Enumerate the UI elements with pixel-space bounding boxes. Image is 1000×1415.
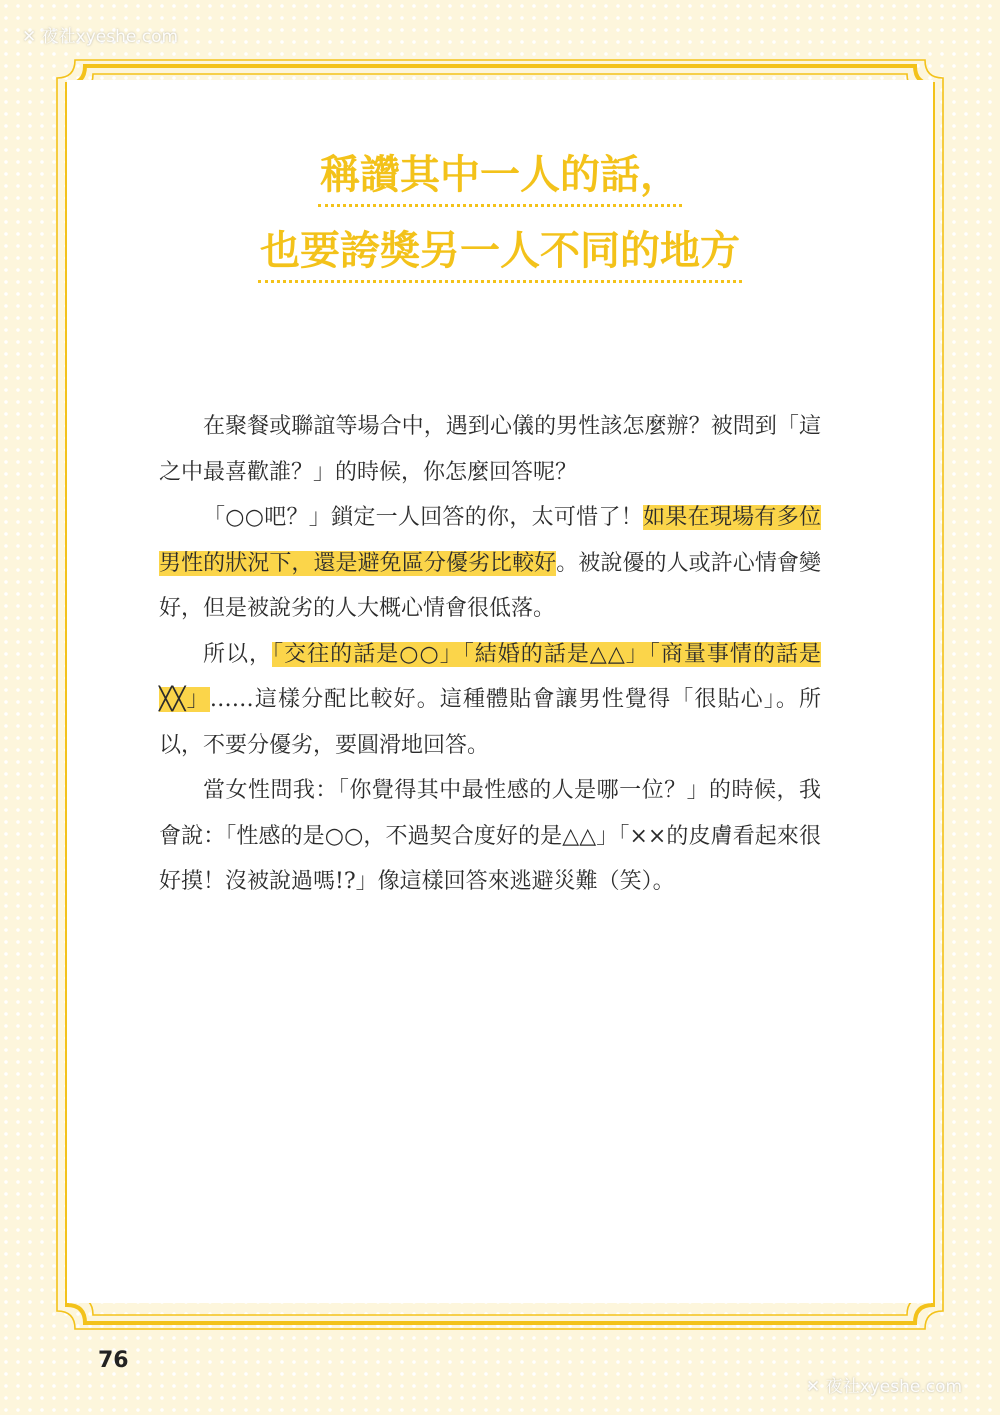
text-segment: 。被說優的人或許心情會變好，但是被說劣的人大概心情會很低落。 <box>159 550 821 621</box>
watermark-top <box>22 22 178 47</box>
title-line-2: 也要誇獎另一人不同的地方 <box>0 226 1000 283</box>
page-number: 76 <box>98 1348 129 1373</box>
title-line-1: 稱讚其中一人的話， <box>0 150 1000 207</box>
body-text <box>159 404 821 905</box>
paragraph <box>159 495 821 632</box>
watermark-text-bottom: 夜社xyeshe.com <box>825 1377 963 1397</box>
text-segment: 「○○吧？」鎖定一人回答的你，太可惜了！ <box>203 505 644 530</box>
highlighted-text: 「交往的話是○○」「結婚的話是△△」「商量事情的話是╳╳」 <box>159 641 821 712</box>
text-segment: 所以， <box>203 641 273 667</box>
watermark-bottom <box>806 1372 962 1397</box>
x-logo-icon: ✕ <box>806 1377 821 1397</box>
x-logo-icon: ✕ <box>22 27 37 47</box>
text-segment: 當女性問我：「你覺得其中最性感的人是哪一位？」的時候，我會說：「性感的是○○，不過契合度好的是△△」「××的皮膚看起來很好摸！沒被說過嗎!?」像這樣回答來逃避災難（笑）。 <box>159 778 821 894</box>
paragraph <box>159 632 821 769</box>
watermark-text-top: 夜社xyeshe.com <box>41 27 179 47</box>
highlighted-text: 如果在現場有多位男性的狀況下，還是避免區分優劣比較好 <box>159 505 821 576</box>
text-segment: ……這樣分配比較好。這種體貼會讓男性覺得「很貼心」。所以，不要分優劣，要圓滑地回答。 <box>159 687 821 758</box>
text-segment: 在聚餐或聯誼等場合中，遇到心儀的男性該怎麼辦？被問到「這之中最喜歡誰？」的時候，你怎麼回答呢？ <box>159 414 821 485</box>
paragraph <box>159 404 821 495</box>
paragraph <box>159 768 821 905</box>
